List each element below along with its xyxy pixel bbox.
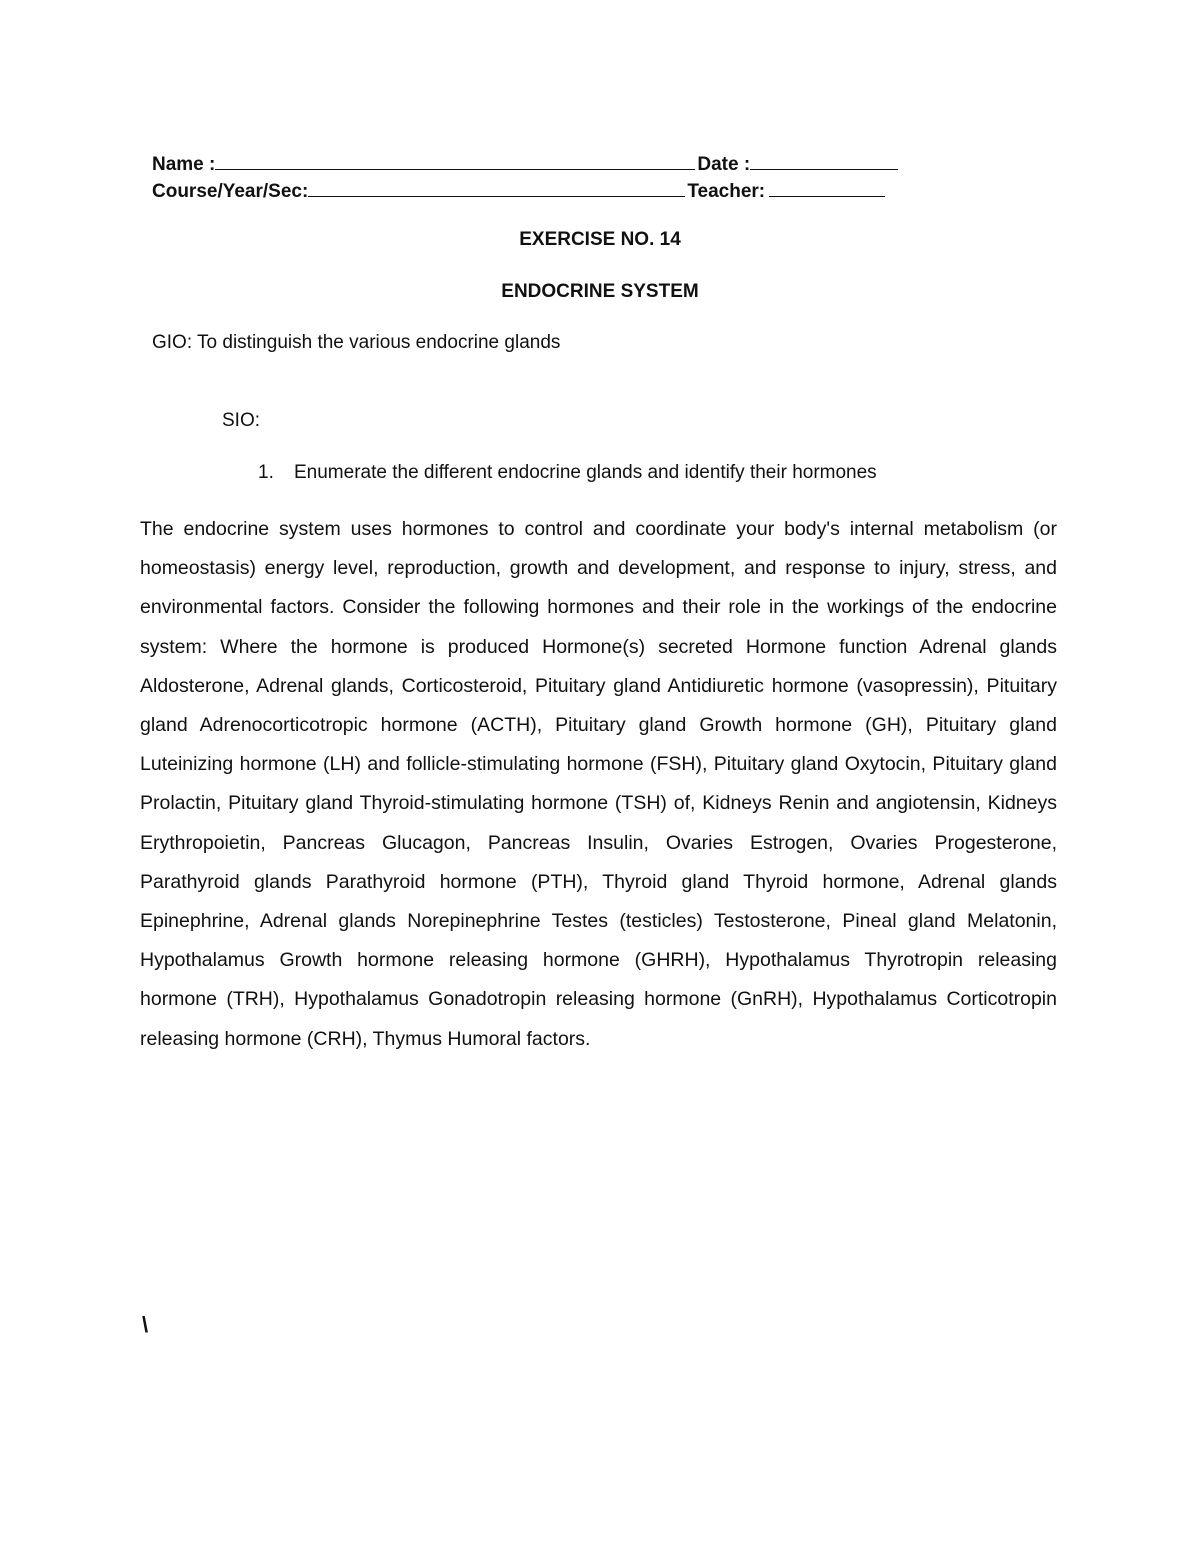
trailing-mark: \ [142,1312,149,1337]
system-title: ENDOCRINE SYSTEM [501,281,699,302]
teacher-label: Teacher: [687,181,766,202]
course-blank[interactable] [308,179,685,197]
date-blank[interactable] [750,152,898,170]
name-date-row [152,152,922,176]
teacher-blank[interactable] [769,179,885,197]
name-blank[interactable] [215,152,695,170]
course-label: Course/Year/Sec: [152,181,309,202]
sio-label: SIO: [222,410,261,431]
sio-item-text: Enumerate the different endocrine glands and identify their hormones [294,462,877,483]
course-teacher-row [152,179,922,203]
exercise-title: EXERCISE NO. 14 [519,229,681,250]
gio-text: GIO: To distinguish the various endocrine glands [152,332,561,353]
body-paragraph: The endocrine system uses hormones to control and coordinate your body's internal metabolism (or homeostasis) energy level, reproduction, growth and development, and response to injury, stress, and environmental factors. Consider the following hormones and their role in the workings of the endocrine system: Where the hormone is produced Hormone(s) secreted Hormone function Adrenal glands Aldosterone, Adrenal glands, Corticosteroid, Pituitary gland Antidiuretic hormone (vasopressin), Pituitary gland Adrenocorticotropic hormone (ACTH), Pituitary gland Growth hormone (GH), Pituitary gland Luteinizing hormone (LH) and follicle-stimulating hormone (FSH), Pituitary gland Oxytocin, Pituitary gland Prolactin, Pituitary gland Thyroid-stimulating hormone (TSH) of, Kidneys Renin and angiotensin, Kidneys Erythropoietin, Pancreas Glucagon, Pancreas Insulin, Ovaries Estrogen, Ovaries Progesterone, Parathyroid glands Parathyroid hormone (PTH), Thyroid gland Thyroid hormone, Adrenal glands Epinephrine, Adrenal glands Norepinephrine Testes (testicles) Testosterone, Pineal gland Melatonin, Hypothalamus Growth hormone releasing hormone (GHRH), Hypothalamus Thyrotropin releasing hormone (TRH), Hypothalamus Gonadotropin releasing hormone (GnRH), Hypothalamus Corticotropin releasing hormone (CRH), Thymus Humoral factors. [140,518,1057,1050]
name-label: Name : [152,154,216,175]
date-label: Date : [697,154,751,175]
sio-item-number: 1. [258,462,274,483]
sio-list-item [258,462,877,484]
